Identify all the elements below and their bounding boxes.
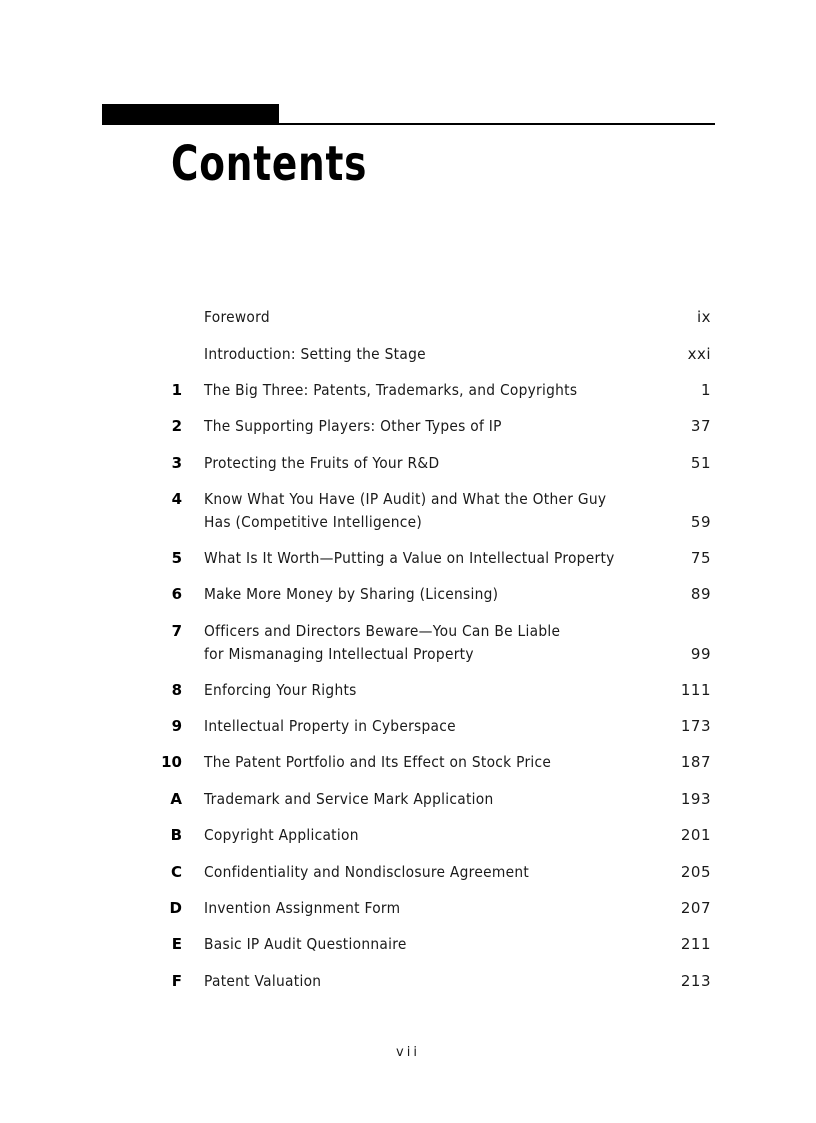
toc-entry-title-line: Basic IP Audit Questionnaire xyxy=(204,935,407,953)
toc-entry-title xyxy=(204,715,636,738)
toc-entry-number: 9 xyxy=(171,717,182,735)
toc-entry-page: 111 xyxy=(680,681,711,699)
toc-entry-title xyxy=(204,379,636,402)
toc-entry-page: 187 xyxy=(680,753,711,771)
toc-entry-title-line: Foreword xyxy=(204,308,270,326)
toc-entry-title-line: Invention Assignment Form xyxy=(204,899,401,917)
toc-entry-title xyxy=(204,679,636,702)
toc-entry[interactable] xyxy=(0,547,816,570)
toc-entry-title-line: Officers and Directors Beware—You Can Be Liable xyxy=(204,622,561,640)
toc-entry-page: 1 xyxy=(700,381,711,399)
toc-entry-page: ix xyxy=(696,308,711,326)
toc-entry-title xyxy=(204,452,636,475)
toc-entry[interactable] xyxy=(0,415,816,438)
toc-entry-number: 6 xyxy=(171,585,182,603)
toc-entry[interactable] xyxy=(0,788,816,811)
toc-entry-page: 59 xyxy=(690,513,711,531)
toc-entry[interactable] xyxy=(0,306,816,329)
toc-entry-number: 1 xyxy=(171,381,182,399)
toc-entry-title xyxy=(204,933,636,956)
toc-entry-title-line: What Is It Worth—Putting a Value on Intellectual Property xyxy=(204,549,615,567)
toc-entry-title-line: Confidentiality and Nondisclosure Agreement xyxy=(204,863,530,881)
toc-entry-number: 7 xyxy=(171,622,182,640)
toc-entry-number: D xyxy=(169,899,182,917)
toc-entry-title xyxy=(204,415,636,438)
toc-entry-page: 75 xyxy=(690,549,711,567)
toc-entry-title-line: Make More Money by Sharing (Licensing) xyxy=(204,585,499,603)
toc-entry[interactable] xyxy=(0,343,816,366)
toc-entry-number: 5 xyxy=(171,549,182,567)
toc-entry[interactable] xyxy=(0,379,816,402)
toc-entry-number: E xyxy=(171,935,182,953)
toc-entry[interactable] xyxy=(0,824,816,847)
toc-entry-page: 89 xyxy=(690,585,711,603)
toc-entry-number: 3 xyxy=(171,454,182,472)
toc-entry-title xyxy=(204,547,636,570)
toc-entry[interactable] xyxy=(0,897,816,920)
toc-entry-page: 193 xyxy=(680,790,711,808)
toc-entry-page: 205 xyxy=(680,863,711,881)
toc-entry-title-line: The Supporting Players: Other Types of IP xyxy=(204,417,502,435)
toc-entry-title-line: Intellectual Property in Cyberspace xyxy=(204,717,456,735)
toc-entry-title-line: Enforcing Your Rights xyxy=(204,681,357,699)
toc-entry-title xyxy=(204,897,636,920)
toc-entry-page: 201 xyxy=(680,826,711,844)
heading-rule-bar xyxy=(102,104,279,125)
toc-entry-title-line: Know What You Have (IP Audit) and What the Other Guy xyxy=(204,490,607,508)
toc-entry[interactable] xyxy=(0,488,816,534)
toc-entry-title xyxy=(204,343,636,366)
toc-entry[interactable] xyxy=(0,861,816,884)
toc-entry-title-line: for Mismanaging Intellectual Property xyxy=(204,645,474,663)
toc-entry-number: 2 xyxy=(171,417,182,435)
toc-entry-number: F xyxy=(171,972,182,990)
toc-entry-title xyxy=(204,861,636,884)
toc-entry-title xyxy=(204,306,636,329)
toc-entry[interactable] xyxy=(0,679,816,702)
page-number: vii xyxy=(396,1045,420,1060)
toc-entry-title xyxy=(204,824,636,847)
toc-entry-title-line: Trademark and Service Mark Application xyxy=(204,790,494,808)
toc-entry-page: 99 xyxy=(690,645,711,663)
toc-entry-page: 207 xyxy=(680,899,711,917)
toc-entry-number: C xyxy=(170,863,182,881)
heading-rule-line xyxy=(102,123,715,125)
toc-entry-title-line: The Big Three: Patents, Trademarks, and Copyrights xyxy=(204,381,578,399)
toc-entry-number: 4 xyxy=(171,490,182,508)
toc-entry[interactable] xyxy=(0,620,816,666)
toc-entry[interactable] xyxy=(0,933,816,956)
toc-entry[interactable] xyxy=(0,751,816,774)
toc-entry-title xyxy=(204,620,636,666)
toc-entry-number: 10 xyxy=(161,753,182,771)
toc-entry-title-line: Has (Competitive Intelligence) xyxy=(204,513,423,531)
toc-entry-title-line: Copyright Application xyxy=(204,826,359,844)
toc-entry-page: xxi xyxy=(687,345,711,363)
toc-entry-title xyxy=(204,751,636,774)
toc-entry[interactable] xyxy=(0,715,816,738)
toc-entry-title xyxy=(204,970,636,993)
toc-entry[interactable] xyxy=(0,583,816,606)
toc-entry-number: A xyxy=(170,790,182,808)
toc-entry-number: 8 xyxy=(171,681,182,699)
toc-entry-number: B xyxy=(170,826,182,844)
toc-entry-title-line: The Patent Portfolio and Its Effect on Stock Price xyxy=(204,753,552,771)
toc-entry-title xyxy=(204,488,636,534)
page-title: Contents xyxy=(171,136,368,192)
toc-entry[interactable] xyxy=(0,452,816,475)
toc-entry-page: 213 xyxy=(680,972,711,990)
toc-entry-page: 211 xyxy=(680,935,711,953)
toc-entry-title-line: Introduction: Setting the Stage xyxy=(204,345,426,363)
toc-entry-page: 37 xyxy=(690,417,711,435)
toc-entry-title-line: Patent Valuation xyxy=(204,972,322,990)
toc-entry[interactable] xyxy=(0,970,816,993)
toc-entry-title-line: Protecting the Fruits of Your R&D xyxy=(204,454,440,472)
toc-entry-title xyxy=(204,583,636,606)
toc-entry-page: 51 xyxy=(690,454,711,472)
toc-entry-title xyxy=(204,788,636,811)
toc-entry-page: 173 xyxy=(680,717,711,735)
